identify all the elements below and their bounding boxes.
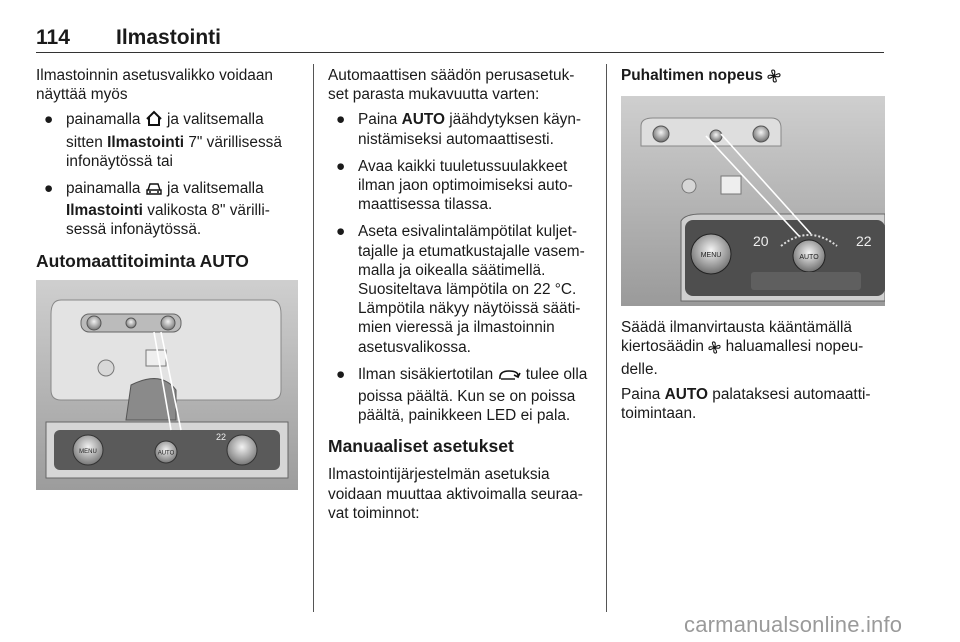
right-temperature-display: 22 [856, 233, 872, 250]
car-icon [145, 181, 163, 201]
left-temperature-display: 20 [753, 233, 769, 250]
list-item: ● painamalla ja valitsemalla Ilmastointi valikosta 8" värilli-sessä infonäytössä. [44, 180, 270, 239]
page-number: 114 [36, 26, 70, 49]
temperature-display: 22 [216, 431, 227, 442]
watermark: carmanualsonline.info [684, 612, 903, 637]
column-divider [606, 64, 607, 612]
list-item: ● Aseta esivalintalämpötilat kuljet-tajalle ja etumatkustajalle vasem-malla ja oikealla säätimellä. Suositeltava lämpötila on 22 °C. Lämpötila näkyy näytöissä sääti-mien vieressä ja ilmastoinnin asetusvalikossa. [336, 223, 585, 356]
column-3 [621, 66, 885, 429]
paragraph: Paina AUTO palataksesi automaatti-toimintaan. [621, 385, 871, 423]
column-1 [36, 66, 298, 490]
menu-knob-label: MENU [700, 252, 722, 260]
paragraph: Ilmastointijärjestelmän asetuksia voidaan muuttaa aktivoimalla seuraa-vat toiminnot: [328, 466, 583, 522]
fan-icon [708, 340, 721, 359]
home-icon [145, 110, 163, 132]
menu-knob-label: MENU [79, 448, 97, 455]
bullet-list [36, 110, 298, 239]
section-heading: Manuaaliset asetukset [328, 436, 514, 457]
bullet-list [328, 110, 592, 425]
auto-button-label: AUTO [157, 450, 175, 457]
column-2 [328, 66, 592, 529]
list-item: ● Paina AUTO jäähdytyksen käyn-nistämiseksi automaattisesti. [336, 111, 582, 148]
fan-speed-figure [621, 96, 885, 306]
intro-paragraph: Ilmastoinnin asetusvalikko voidaan näyttää myös [36, 67, 273, 104]
fan-icon [767, 69, 781, 88]
auto-button-label: AUTO [799, 254, 819, 262]
section-heading: Automaattitoiminta AUTO [36, 250, 249, 271]
list-item: ● painamalla ja valitsemalla sitten Ilmastointi 7" värillisessä infonäytössä tai [44, 111, 282, 170]
column-divider [313, 64, 314, 612]
climate-control-figure [36, 280, 298, 490]
paragraph: Säädä ilmanvirtausta kääntämällä kiertosäädin haluamallesi nopeu-delle. [621, 319, 864, 378]
subsection-heading: Puhaltimen nopeus [621, 66, 885, 88]
recirculation-icon [497, 368, 521, 387]
list-item: ● Avaa kaikki tuuletussuulakkeet ilman jaon optimoimiseksi auto-maattisessa tilassa. [336, 157, 573, 214]
page-header [36, 26, 884, 53]
page-title: Ilmastointi [116, 26, 222, 49]
list-item: ● Ilman sisäkiertotilan tulee olla poissa päältä. Kun se on poissa päältä, painikkeen LED ei pala. [336, 365, 588, 425]
intro-paragraph: Automaattisen säädön perusasetuk-set parasta mukavuutta varten: [328, 67, 575, 104]
